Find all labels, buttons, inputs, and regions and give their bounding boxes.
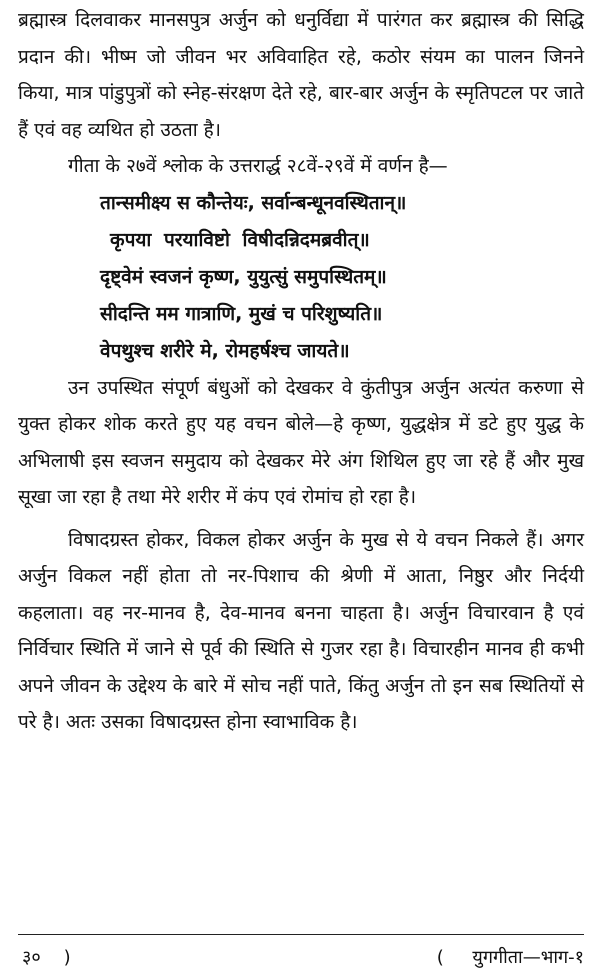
verse-block — [18, 185, 584, 370]
page-number: ३० ) — [22, 947, 71, 968]
verse-line: दृष्ट्वेमं स्वजनं कृष्ण, युयुत्सुं समुपस्थितम्॥ — [100, 265, 387, 288]
verse-line: तान्समीक्ष्य स कौन्तेयः, सर्वान्बन्धूनवस्थितान्॥ — [100, 191, 407, 214]
verse-line: वेपथुश्च शरीरे मे, रोमहर्षश्च जायते॥ — [100, 339, 350, 362]
page-footer — [18, 934, 584, 975]
verse-line: कृपया परयाविष्टो विषीदन्निदमब्रवीत्॥ — [110, 228, 370, 251]
paragraph-4: विषादग्रस्त होकर, विकल होकर अर्जुन के मुख से ये वचन निकले हैं। अगर अर्जुन विकल नहीं होता तो नर-पिशाच की श्रेणी में आता, निष्ठुर और निर्दयी कहलाता। वह नर-मानव है, देव-मानव बनना चाहता है। अर्जुन विचारवान है एवं निर्विचार स्थिति में जाने से पूर्व की स्थिति से गुजर रहा है। विचारहीन मानव ही कभी अपने जीवन के उद्देश्य के बारे में सोच नहीं पाते, किंतु अर्जुन तो इन सब स्थितियों से परे है। अतः उसका विषादग्रस्त होना स्वाभाविक है। — [18, 528, 584, 733]
paragraph-3: उन उपस्थित संपूर्ण बंधुओं को देखकर वे कुंतीपुत्र अर्जुन अत्यंत करुणा से युक्त होकर शोक करते हुए यह वचन बोले—हे कृष्ण, युद्धक्षेत्र में डटे हुए युद्ध के अभिलाषी इस स्वजन समुदाय को देखकर मेरे अंग शिथिल हुए जा रहे हैं और मुख सूखा जा रहा है तथा मेरे शरीर में कंप एवं रोमांच हो रहा है। — [18, 376, 584, 508]
verse-line: सीदन्ति मम गात्राणि, मुखं च परिशुष्यति॥ — [100, 302, 383, 325]
paragraph-1: ब्रह्मास्त्र दिलवाकर मानसपुत्र अर्जुन को धनुर्विद्या में पारंगत कर ब्रह्मास्त्र की सिद्धि प्रदान की। भीष्म जो जीवन भर अविवाहित रहे, कठोर संयम का पालन जिनने किया, मात्र पांडुपुत्रों को स्नेह-संरक्षण देते रहे, बार-बार अर्जुन के स्मृतिपटल पर जाते हैं एवं वह व्यथित हो उठता है। — [18, 9, 584, 141]
page-body — [18, 2, 584, 741]
paragraph-2: गीता के २७वें श्लोक के उत्तरार्द्ध २८वें-२९वें में वर्णन है— — [68, 155, 448, 177]
book-title: ( युगगीता—भाग-१ — [436, 947, 584, 968]
